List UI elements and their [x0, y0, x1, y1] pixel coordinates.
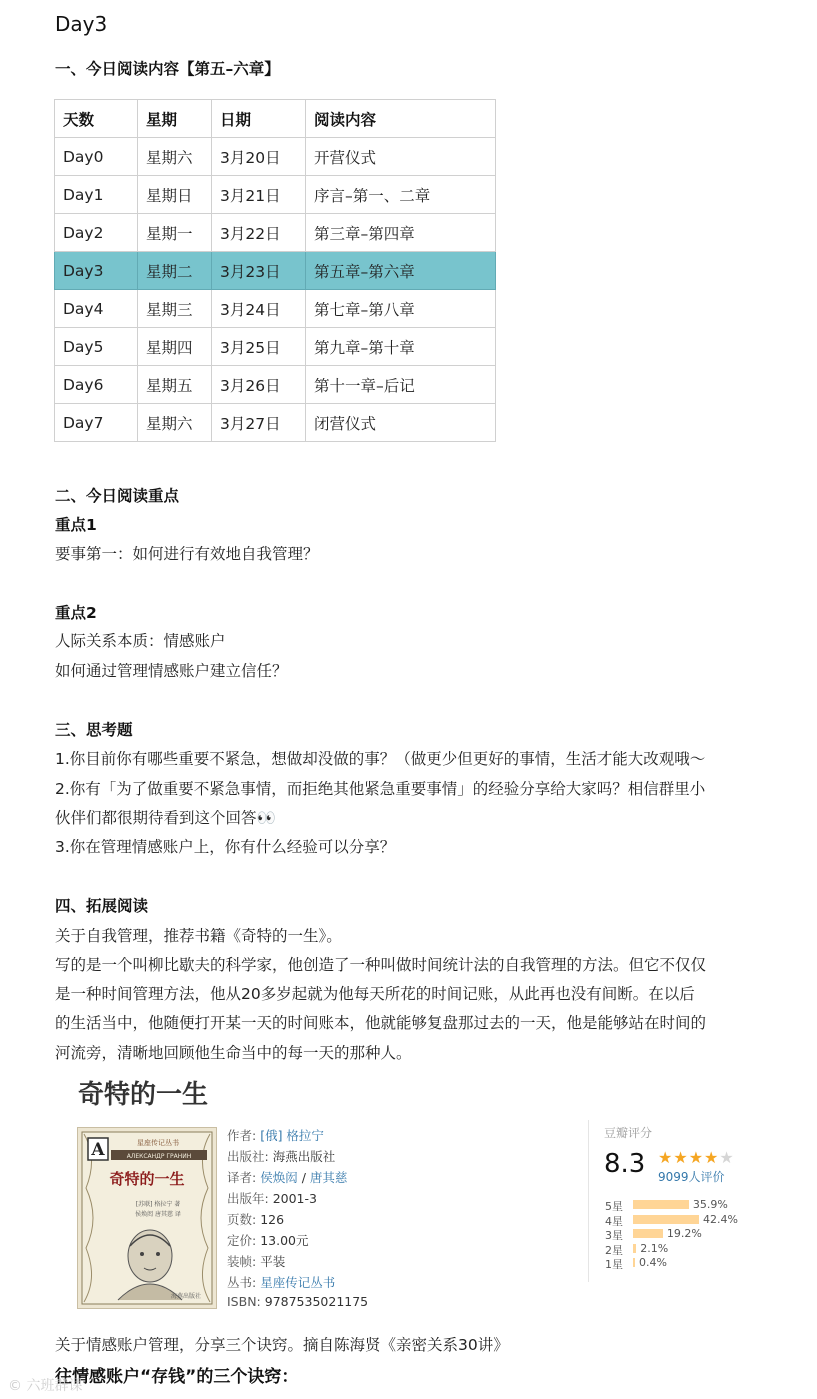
schedule-table-body	[55, 138, 496, 442]
book-cover	[77, 1127, 217, 1309]
question-2-line1: 2.你有「为了做重要不紧急事情，而拒绝其他紧急重要事情」的经验分享给大家吗？相信群里小	[55, 780, 706, 798]
point2-label: 重点2	[55, 604, 97, 622]
watermark	[8, 1375, 82, 1395]
translator-separator: /	[297, 1170, 310, 1185]
cover-russian-name: АЛЕКСАНДР ГРАНИН	[126, 1153, 192, 1160]
section2-heading: 二、今日阅读重点	[55, 487, 180, 505]
table-cell: 星期六	[138, 138, 212, 176]
isbn-value: 9787535021175	[264, 1294, 369, 1309]
table-cell: 星期日	[138, 176, 212, 214]
cover-series: 星座传记丛书	[137, 1139, 179, 1147]
distribution-label: 2星	[605, 1243, 623, 1257]
table-cell: 3月21日	[212, 176, 306, 214]
cover-translators: 侯焕闳 唐其慈 译	[135, 1211, 181, 1218]
section3-heading: 三、思考题	[55, 721, 133, 739]
series-link[interactable]: 星座传记丛书	[260, 1275, 336, 1290]
point2-line2: 如何通过管理情感账户建立信任？	[55, 662, 288, 680]
author-link[interactable]: [俄] 格拉宁	[260, 1128, 324, 1143]
table-cell: 星期三	[138, 290, 212, 328]
schedule-table	[54, 99, 496, 442]
header-cell: 阅读内容	[306, 100, 496, 138]
book-isbn-row	[227, 1294, 368, 1309]
table-row	[55, 366, 496, 404]
table-cell: 3月23日	[212, 252, 306, 290]
star-icon: ★	[719, 1148, 735, 1167]
book-author-row	[227, 1126, 324, 1144]
binding-value: 平装	[260, 1254, 286, 1269]
table-cell: 第三章–第四章	[306, 214, 496, 252]
translator-link[interactable]: 唐其慈	[309, 1170, 348, 1185]
table-cell: 第九章–第十章	[306, 328, 496, 366]
cover-publisher: 海燕出版社	[170, 1293, 202, 1300]
header-cell: 日期	[212, 100, 306, 138]
distribution-bar	[633, 1244, 636, 1253]
isbn-key: ISBN:	[227, 1294, 261, 1309]
distribution-label: 4星	[605, 1214, 623, 1228]
table-row	[55, 328, 496, 366]
table-header-row	[55, 100, 496, 138]
table-cell: Day0	[55, 138, 138, 176]
publisher-key: 出版社:	[227, 1149, 269, 1164]
section1-heading: 一、今日阅读内容【第五–六章】	[55, 60, 280, 78]
book-series-row	[227, 1273, 335, 1291]
table-cell: 第七章–第八章	[306, 290, 496, 328]
book-year-row	[227, 1189, 317, 1207]
star-icon: ★	[658, 1148, 674, 1167]
table-cell: 星期二	[138, 252, 212, 290]
table-cell: Day7	[55, 404, 138, 442]
table-row	[55, 404, 496, 442]
table-row	[55, 214, 496, 252]
question-2-line2: 伙伴们都很期待看到这个回答👀	[55, 809, 276, 827]
star-icon: ★	[673, 1148, 689, 1167]
table-cell: Day6	[55, 366, 138, 404]
pages-value: 126	[260, 1212, 285, 1227]
book-price-row	[227, 1231, 309, 1249]
author-key: 作者:	[227, 1128, 257, 1143]
table-cell: 星期六	[138, 404, 212, 442]
cover-letter: A	[91, 1140, 105, 1160]
book-pages-row	[227, 1210, 284, 1228]
distribution-bar	[633, 1229, 663, 1238]
distribution-label: 3星	[605, 1229, 623, 1242]
section4-intro: 关于自我管理，推荐书籍《奇特的一生》。	[55, 927, 342, 945]
table-row	[55, 252, 496, 290]
header-cell: 星期	[138, 100, 212, 138]
distribution-percent: 35.9%	[692, 1198, 728, 1211]
table-cell: 3月20日	[212, 138, 306, 176]
paragraph-line: 写的是一个叫柳比歇夫的科学家，他创造了一种叫做时间统计法的自我管理的方法。但它不仅仅	[55, 956, 707, 974]
distribution-percent: 0.4%	[639, 1256, 667, 1269]
table-cell: 第十一章–后记	[306, 366, 496, 404]
book-publisher-row	[227, 1147, 335, 1165]
table-cell: 星期一	[138, 214, 212, 252]
distribution-bar	[633, 1215, 699, 1224]
book-binding-row	[227, 1252, 285, 1270]
star-icon: ★	[688, 1148, 705, 1167]
table-row	[55, 176, 496, 214]
table-row	[55, 290, 496, 328]
watermark-text: 六班群课	[26, 1378, 83, 1394]
table-cell: 星期四	[138, 328, 212, 366]
distribution-percent: 42.4%	[703, 1212, 738, 1226]
star-icon: ★	[704, 1148, 720, 1167]
distribution-label: 5星	[605, 1200, 623, 1213]
table-cell: Day5	[55, 328, 138, 366]
book-translator-row	[227, 1168, 347, 1186]
section4-heading: 四、拓展阅读	[55, 897, 149, 915]
table-cell: 3月25日	[212, 328, 306, 366]
table-cell: Day4	[55, 290, 138, 328]
price-key: 定价:	[227, 1233, 257, 1248]
page-title: Day3	[55, 12, 108, 36]
header-cell: 天数	[55, 100, 138, 138]
translator-key: 译者:	[227, 1170, 257, 1185]
divider	[588, 1120, 589, 1282]
price-value: 13.00元	[260, 1233, 309, 1248]
table-cell: 开营仪式	[306, 138, 496, 176]
table-cell: 序言–第一、二章	[306, 176, 496, 214]
table-cell: 闭营仪式	[306, 404, 496, 442]
cover-author: [苏联] 格拉宁 著	[135, 1201, 181, 1208]
paragraph-line: 的生活当中，他随便打开某一天的时间账本，他就能够复盘那过去的一天，他是能够站在时间的	[55, 1014, 707, 1032]
distribution-label: 1星	[605, 1258, 623, 1271]
year-value: 2001-3	[272, 1191, 317, 1206]
table-cell: 3月22日	[212, 214, 306, 252]
book-card	[70, 1068, 760, 1318]
pages-key: 页数:	[227, 1212, 257, 1227]
paragraph-line: 是一种时间管理方法，他从20多岁起就为他每天所花的时间记账，从此再也没有间断。在以后	[55, 985, 695, 1003]
table-row	[55, 138, 496, 176]
after-book-line: 关于情感账户管理，分享三个诀窍。摘自陈海贤《亲密关系30讲》	[55, 1336, 509, 1354]
distribution-percent: 19.2%	[666, 1227, 702, 1240]
year-key: 出版年:	[227, 1191, 269, 1206]
subheading: 往情感账户“存钱”的三个诀窍：	[55, 1367, 299, 1387]
rating-stars	[658, 1148, 735, 1167]
translator-link[interactable]: 侯焕闳	[260, 1170, 298, 1185]
question-1: 1.你目前你有哪些重要不紧急，想做却没做的事？（做更少但更好的事情，生活才能大改观哦～	[55, 750, 706, 768]
table-cell: Day3	[55, 252, 138, 290]
distribution-bar	[633, 1200, 689, 1209]
table-cell: 星期五	[138, 366, 212, 404]
rating-label: 豆瓣评分	[604, 1126, 653, 1140]
point1-text: 要事第一：如何进行有效地自我管理？	[55, 545, 319, 563]
table-cell: 3月26日	[212, 366, 306, 404]
book-title: 奇特的一生	[78, 1080, 209, 1110]
table-cell: Day2	[55, 214, 138, 252]
book-cover-illustration	[78, 1128, 216, 1308]
series-key: 丛书:	[227, 1275, 257, 1290]
table-cell: Day1	[55, 176, 138, 214]
binding-key: 装帧:	[227, 1254, 257, 1269]
table-cell: 3月27日	[212, 404, 306, 442]
point1-label: 重点1	[55, 516, 97, 534]
rating-score: 8.3	[604, 1149, 646, 1179]
question-3: 3.你在管理情感账户上，你有什么经验可以分享？	[55, 838, 396, 856]
distribution-percent: 2.1%	[640, 1241, 669, 1255]
votes-link[interactable]: 9099人评价	[658, 1170, 725, 1184]
cover-title: 奇特的一生	[109, 1170, 185, 1188]
point2-line1: 人际关系本质：情感账户	[55, 632, 226, 650]
paragraph-line: 河流旁，清晰地回顾他生命当中的每一天的那种人。	[55, 1044, 412, 1062]
distribution-bar	[633, 1258, 635, 1267]
table-cell: 3月24日	[212, 290, 306, 328]
publisher-value: 海燕出版社	[272, 1149, 336, 1164]
watermark-icon: ©	[8, 1378, 22, 1394]
table-cell: 第五章–第六章	[306, 252, 496, 290]
